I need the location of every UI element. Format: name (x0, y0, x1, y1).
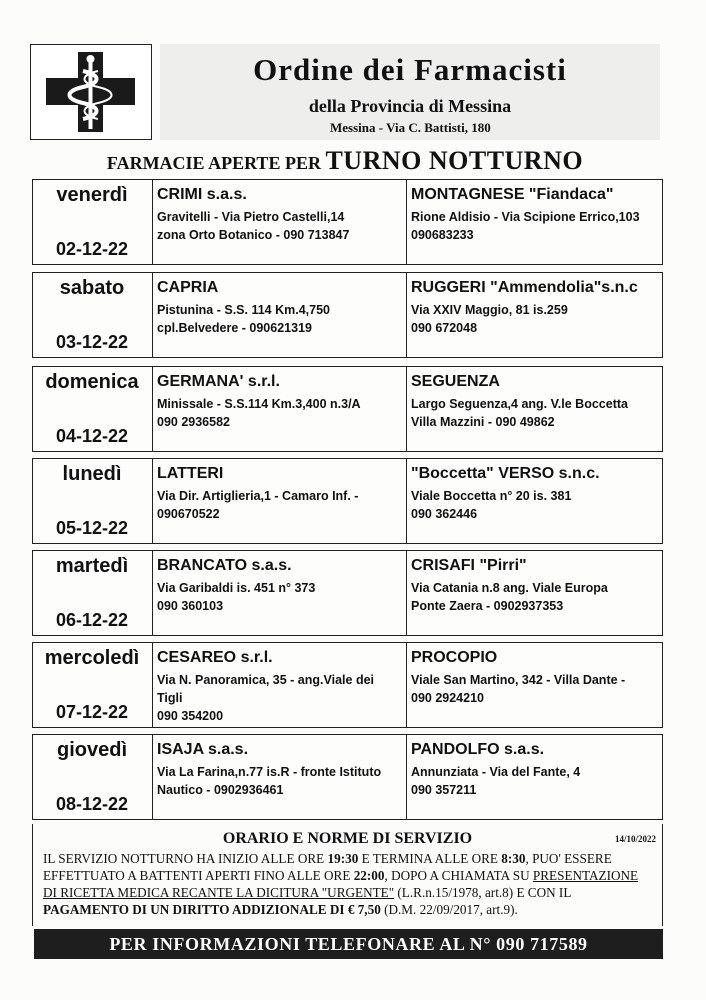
day-cell (33, 273, 153, 357)
pharmacy-cell (407, 273, 662, 357)
pharmacy-contact: 090683233 (411, 228, 474, 242)
rules-text-part: (L.R.n.15/1978, art.8) E CON IL (394, 885, 571, 900)
pharmacy-cell (407, 180, 662, 264)
pharmacy-name: CESAREO s.r.l. (157, 649, 273, 666)
caduceus-cross-icon (31, 45, 150, 138)
pharmacy-cell (153, 459, 407, 543)
pharmacy-address: Pistunina - S.S. 114 Km.4,750 (157, 303, 330, 317)
day-name: giovedì (56, 739, 127, 761)
pharmacy-address: Annunziata - Via del Fante, 4 (411, 765, 581, 779)
pharmacy-cell (153, 180, 407, 264)
day-row (32, 179, 663, 265)
day-cell (33, 367, 153, 451)
pharmacy-contact: 090 360103 (157, 599, 224, 613)
pharmacy-address: Via N. Panoramica, 35 - ang.Viale dei (157, 673, 374, 687)
pharmacy-contact: zona Orto Botanico - 090 713847 (157, 228, 350, 242)
day-name: domenica (45, 371, 139, 393)
rules-text-part: , PUO' ESSERE EFFETTUATO A BATTENTI APERTI FINO ALLE ORE (43, 851, 612, 883)
day-cell (33, 643, 153, 727)
rules-prescription-requirement: PRESENTAZIONE DI RICETTA MEDICA RECANTE LA DICITURA "URGENTE" (43, 868, 639, 900)
pharmacy-address: Viale San Martino, 342 - Villa Dante - (411, 673, 626, 687)
rules-end-time: 8:30 (501, 851, 526, 866)
pharmacy-name: CRIMI s.a.s. (157, 186, 247, 203)
pharmacy-address: Via La Farina,n.77 is.R - fronte Istituto (157, 765, 382, 779)
pharmacy-name: GERMANA' s.r.l. (157, 373, 280, 390)
pharmacy-contact: Ponte Zaera - 0902937353 (411, 599, 564, 613)
day-row (32, 734, 663, 820)
rules-fee: PAGAMENTO DI UN DIRITTO ADDIZIONALE DI € 7,50 (43, 902, 381, 917)
pharmacy-address: Largo Seguenza,4 ang. V.le Boccetta (411, 397, 628, 411)
pharmacy-name: PANDOLFO s.a.s. (411, 741, 545, 758)
day-cell (33, 459, 153, 543)
day-cell (33, 180, 153, 264)
rules-text-part: E TERMINA ALLE ORE (358, 851, 502, 866)
pharmacy-name: MONTAGNESE "Fiandaca" (411, 186, 614, 203)
pharmacy-address: Minissale - S.S.114 Km.3,400 n.3/A (157, 397, 361, 411)
pharmacy-cell (153, 551, 407, 635)
pharmacy-contact: 090 357211 (411, 783, 477, 797)
pharmacy-contact: 090 2924210 (411, 691, 484, 705)
service-rules-title: ORARIO E NORME DI SERVIZIO (222, 830, 473, 847)
day-date: 07-12-22 (55, 702, 129, 722)
service-rules-date: 14/10/2022 (614, 834, 656, 844)
pharmacy-cell (407, 643, 662, 727)
day-date: 06-12-22 (55, 610, 129, 630)
organization-title: Ordine dei Farmacisti (253, 52, 567, 87)
pharmacy-cell (407, 459, 662, 543)
info-phone-bar: PER INFORMAZIONI TELEFONARE AL N° 090 717589 (34, 929, 663, 959)
day-row (32, 550, 663, 636)
day-row (32, 272, 663, 358)
pharmacy-cell (153, 273, 407, 357)
schedule-heading-prefix: FARMACIE APERTE PER (106, 153, 321, 173)
rules-text-part: IL SERVIZIO NOTTURNO HA INIZIO ALLE ORE (43, 851, 328, 866)
day-row (32, 366, 663, 452)
rules-text-part: , DOPO A CHIAMATA SU (384, 868, 533, 883)
pharmacy-address: Via Dir. Artiglieria,1 - Camaro Inf. - (157, 489, 359, 503)
pharmacy-cell (153, 643, 407, 727)
rules-open-until-time: 22:00 (353, 868, 385, 883)
day-name: venerdì (56, 184, 128, 206)
pharmacy-address-cont: Tigli (157, 691, 183, 705)
pharmacy-contact: cpl.Belvedere - 090621319 (157, 321, 312, 335)
day-date: 02-12-22 (55, 239, 129, 259)
day-row (32, 642, 663, 728)
pharmacy-cell (407, 551, 662, 635)
pharmacy-name: PROCOPIO (411, 649, 498, 666)
day-date: 03-12-22 (55, 332, 129, 352)
pharmacy-name: "Boccetta" VERSO s.n.c. (411, 465, 600, 482)
day-name: lunedì (62, 463, 122, 485)
schedule-heading (30, 146, 660, 176)
day-date: 04-12-22 (55, 426, 129, 446)
rules-start-time: 19:30 (327, 851, 359, 866)
pharmacy-contact: 090670522 (157, 507, 220, 521)
pharmacy-address: Viale Boccetta n° 20 is. 381 (411, 489, 572, 503)
pharmacy-cell (407, 735, 662, 819)
pharmacy-contact: 090 672048 (411, 321, 478, 335)
pharmacy-cell (153, 735, 407, 819)
schedule-heading-main: TURNO NOTTURNO (325, 146, 584, 175)
organization-subtitle: della Provincia di Messina (308, 96, 512, 116)
pharmacy-name: RUGGERI "Ammendolia"s.n.c (411, 279, 638, 296)
pharmacy-name: CRISAFI "Pirri" (411, 557, 527, 574)
pharmacy-cell (153, 367, 407, 451)
pharmacy-address: Gravitelli - Via Pietro Castelli,14 (157, 210, 345, 224)
pharmacy-name: LATTERI (157, 465, 224, 482)
day-row (32, 458, 663, 544)
day-cell (33, 551, 153, 635)
organization-address: Messina - Via C. Battisti, 180 (330, 120, 491, 135)
day-cell (33, 735, 153, 819)
pharmacy-contact: Nautico - 0902936461 (157, 783, 284, 797)
pharmacy-name: CAPRIA (157, 279, 219, 296)
pharmacy-contact: 090 362446 (411, 507, 478, 521)
service-rules-text (43, 850, 652, 918)
logo (30, 44, 152, 140)
day-date: 08-12-22 (55, 794, 129, 814)
pharmacy-contact: 090 354200 (157, 709, 224, 723)
pharmacy-address: Via XXIV Maggio, 81 is.259 (411, 303, 568, 317)
day-name: mercoledì (44, 647, 140, 669)
pharmacy-address: Rione Aldisio - Via Scipione Errico,103 (411, 210, 640, 224)
pharmacy-name: ISAJA s.a.s. (157, 741, 249, 758)
service-rules (32, 824, 663, 926)
pharmacy-name: SEGUENZA (411, 373, 500, 390)
day-name: martedì (55, 555, 129, 577)
pharmacy-cell (407, 367, 662, 451)
pharmacy-address: Via Catania n.8 ang. Viale Europa (411, 581, 608, 595)
pharmacy-name: BRANCATO s.a.s. (157, 557, 292, 574)
day-date: 05-12-22 (55, 518, 129, 538)
pharmacy-address: Via Garibaldi is. 451 n° 373 (157, 581, 316, 595)
day-name: sabato (59, 277, 125, 299)
pharmacy-contact: Villa Mazzini - 090 49862 (411, 415, 555, 429)
rules-text-part: (D.M. 22/09/2017, art.9). (380, 902, 518, 917)
pharmacy-contact: 090 2936582 (157, 415, 230, 429)
